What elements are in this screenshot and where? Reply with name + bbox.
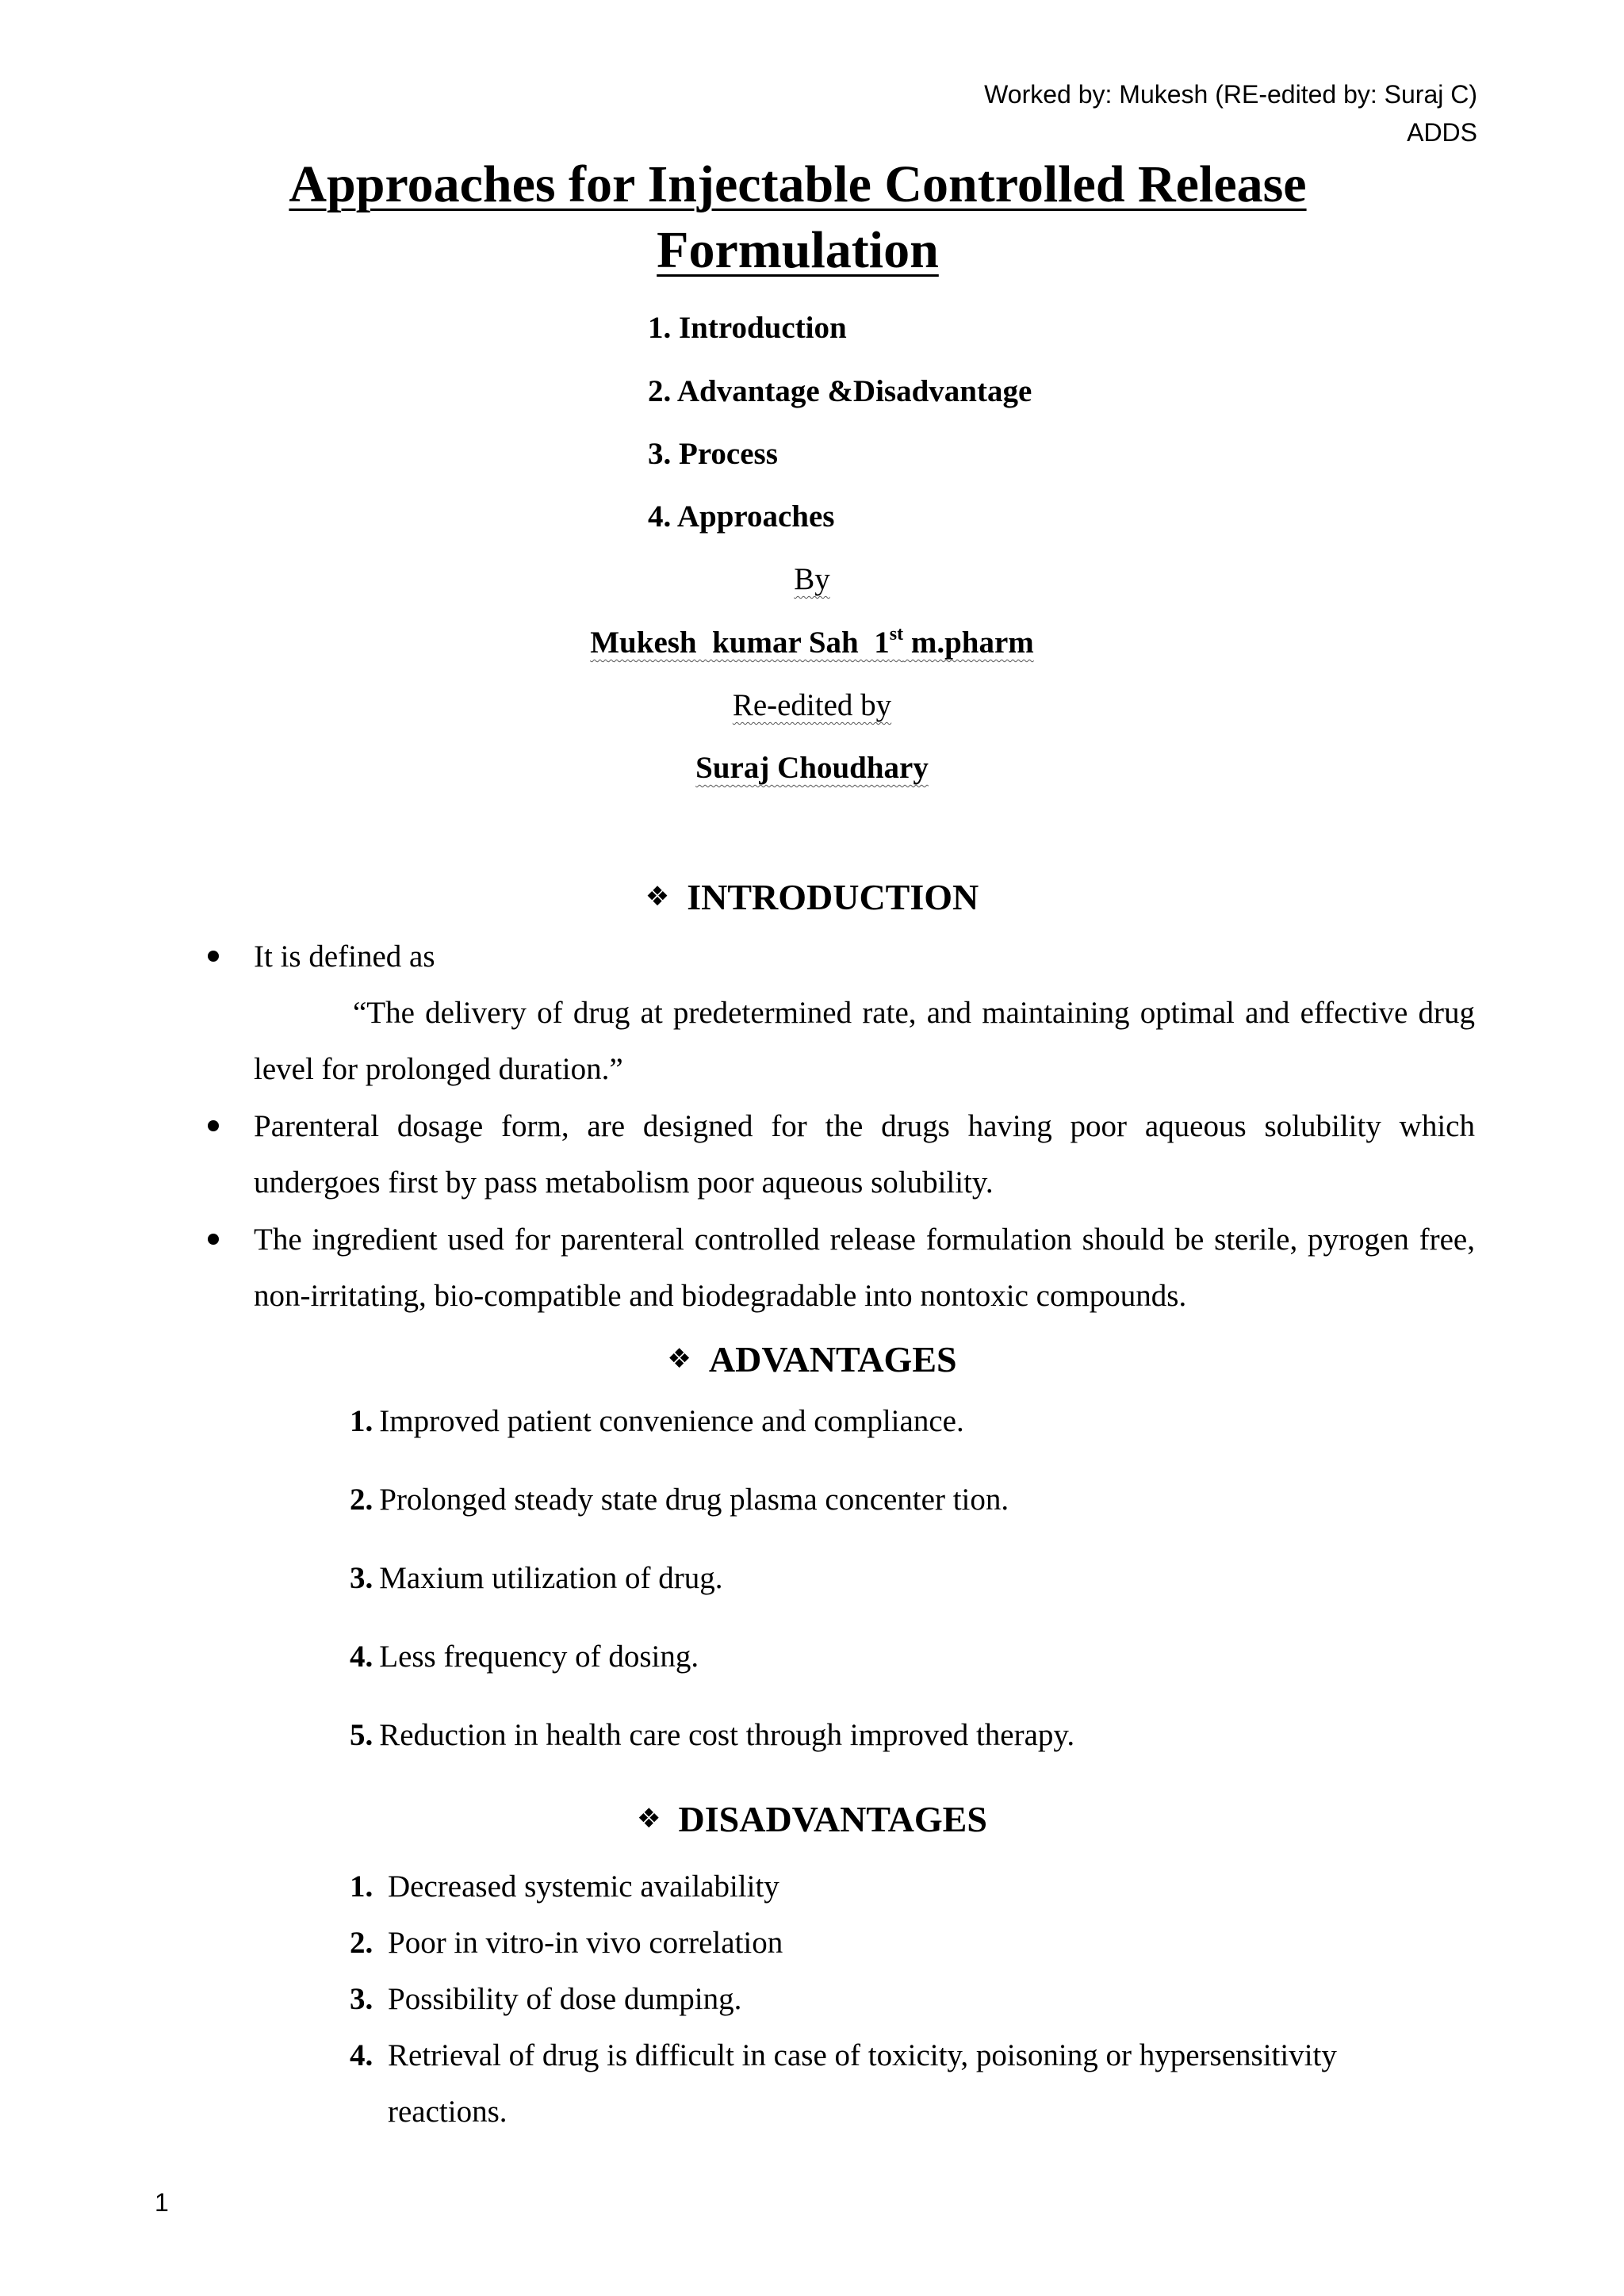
- disadvantage-item: 2. Poor in vitro-in vivo correlation: [350, 1926, 783, 1960]
- advantage-item: 3. Maxium utilization of drug.: [350, 1561, 723, 1595]
- intro-bullet-parenteral: Parenteral dosage form, are designed for the drugs having poor aqueous solubility which undergoes first by pass metabolism poor aqueous solubility.: [254, 1109, 1475, 1200]
- bullet-icon: [208, 1234, 219, 1245]
- contents-item: 3. Process: [648, 437, 778, 471]
- contents-item: 2. Advantage &Disadvantage: [648, 374, 1032, 408]
- disadvantage-item: 3. Possibility of dose dumping.: [350, 1982, 742, 2016]
- intro-definition-quote: “The delivery of drug at predetermined rate, and maintaining optimal and effective drug level for prolonged duration.”: [254, 996, 1475, 1086]
- disadvantage-item: 1. Decreased systemic availability: [350, 1869, 779, 1904]
- page-number: 1: [155, 2188, 169, 2217]
- by-label: By: [794, 562, 830, 596]
- diamond-bullet-icon: ❖: [637, 1803, 661, 1835]
- document-title-line-2: Formulation: [657, 221, 939, 279]
- bullet-icon: [208, 951, 219, 962]
- advantage-item: 5. Reduction in health care cost through improved therapy.: [350, 1718, 1075, 1752]
- disadvantage-item: 4. Retrieval of drug is difficult in case of toxicity, poisoning or hypersensitivity reactions.: [350, 2038, 1337, 2129]
- diamond-bullet-icon: ❖: [645, 881, 670, 913]
- bullet-icon: [208, 1120, 219, 1131]
- intro-definition-lead: It is defined as: [254, 939, 435, 974]
- author-ordinal: st: [889, 624, 904, 645]
- document-title-line-1: Approaches for Injectable Controlled Release: [289, 155, 1307, 213]
- intro-bullet-ingredients: The ingredient used for parenteral controlled release formulation should be sterile, pyrogen free, non-irritating, bio-compatible and biodegradable into nontoxic compounds.: [254, 1223, 1475, 1313]
- header-course: ADDS: [1407, 118, 1477, 147]
- author-program: m.pharm: [903, 626, 1034, 660]
- header-credit: Worked by: Mukesh (RE-edited by: Suraj C): [984, 80, 1477, 109]
- contents-item: 4. Approaches: [648, 499, 835, 534]
- author-name: Mukesh kumar Sah 1: [590, 626, 890, 660]
- intro-definition: [254, 928, 1475, 1097]
- advantage-item: 1. Improved patient convenience and compliance.: [350, 1404, 964, 1438]
- contents-item: 1. Introduction: [648, 311, 847, 345]
- diamond-bullet-icon: ❖: [667, 1343, 691, 1375]
- author-line: [0, 624, 1624, 662]
- advantage-item: 4. Less frequency of dosing.: [350, 1640, 699, 1674]
- advantages-heading: ❖ ADVANTAGES: [0, 1337, 1624, 1382]
- introduction-heading: ❖ INTRODUCTION: [0, 874, 1624, 920]
- editor-name: Suraj Choudhary: [695, 751, 929, 785]
- reedited-label: Re-edited by: [732, 688, 892, 722]
- advantage-item: 2. Prolonged steady state drug plasma concenter tion.: [350, 1483, 1009, 1517]
- disadvantages-heading: ❖ DISADVANTAGES: [0, 1797, 1624, 1842]
